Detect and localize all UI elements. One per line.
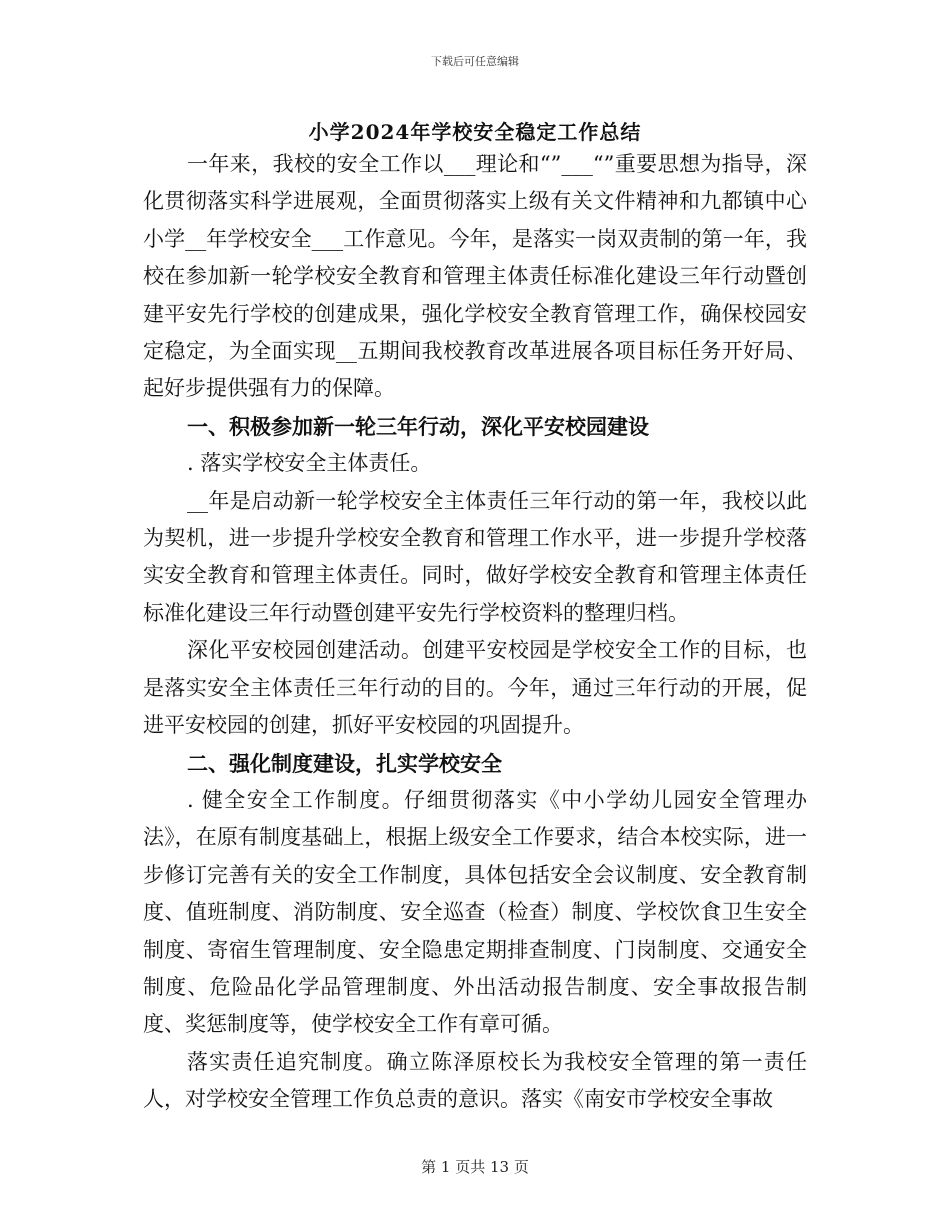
section-heading-1: 一、积极参加新一轮三年行动，深化平安校园建设 xyxy=(187,413,649,439)
document-body xyxy=(143,146,807,1119)
paragraph-body: __年是启动新一轮学校安全主体责任三年行动的第一年，我校以此为契机，进一步提升学校安全教育和管理工作水平，进一步提升学校落实安全教育和管理主体责任。同时，做好学校安全教育和管理主体责任标准化建设三年行动暨创建平安先行学校资料的整理归档。 xyxy=(143,488,807,625)
paragraph-body: . 健全安全工作制度。仔细贯彻落实《中小学幼儿园安全管理办法》，在原有制度基础上，根据上级安全工作要求，结合本校实际，进一步修订完善有关的安全工作制度，具体包括安全会议制度、安全教育制度、值班制度、消防制度、安全巡查（检查）制度、学校饮食卫生安全制度、寄宿生管理制度、安全隐患定期排查制度、门岗制度、交通安全制度、危险品化学品管理制度、外出活动报告制度、安全事故报告制度、奖惩制度等，使学校安全工作有章可循。 xyxy=(143,787,807,1037)
document-title: 小学2024年学校安全稳定工作总结 xyxy=(308,120,642,144)
paragraph-body: 深化平安校园创建活动。创建平安校园是学校安全工作的目标，也是落实安全主体责任三年行动的目的。今年，通过三年行动的开展，促进平安校园的创建，抓好平安校园的巩固提升。 xyxy=(143,638,807,738)
paragraph-intro: 一年来，我校的安全工作以___理论和“”___“”重要思想为指导，深化贯彻落实科学进展观，全面贯彻落实上级有关文件精神和九都镇中心小学__年学校安全___工作意见。今年，是落实一岗双责制的第一年，我校在参加新一轮学校安全教育和管理主体责任标准化建设三年行动暨创建平安先行学校的创建成果，强化学校安全教育管理工作，确保校园安定稳定，为全面实现__五期间我校教育改革进展各项目标任务开好局、起好步提供强有力的保障。 xyxy=(143,152,807,401)
paragraph-body: 落实责任追究制度。确立陈泽原校长为我校安全管理的第一责任人，对学校安全管理工作负总责的意识。落实《南安市学校安全事故 xyxy=(143,1049,807,1112)
paragraph-item: . 落实学校安全主体责任。 xyxy=(187,451,432,476)
page-number-footer: 第 1 页共 13 页 xyxy=(421,1158,529,1176)
section-heading-2: 二、强化制度建设，扎实学校安全 xyxy=(187,750,502,776)
page-header-note: 下载后可任意编辑 xyxy=(431,55,519,68)
